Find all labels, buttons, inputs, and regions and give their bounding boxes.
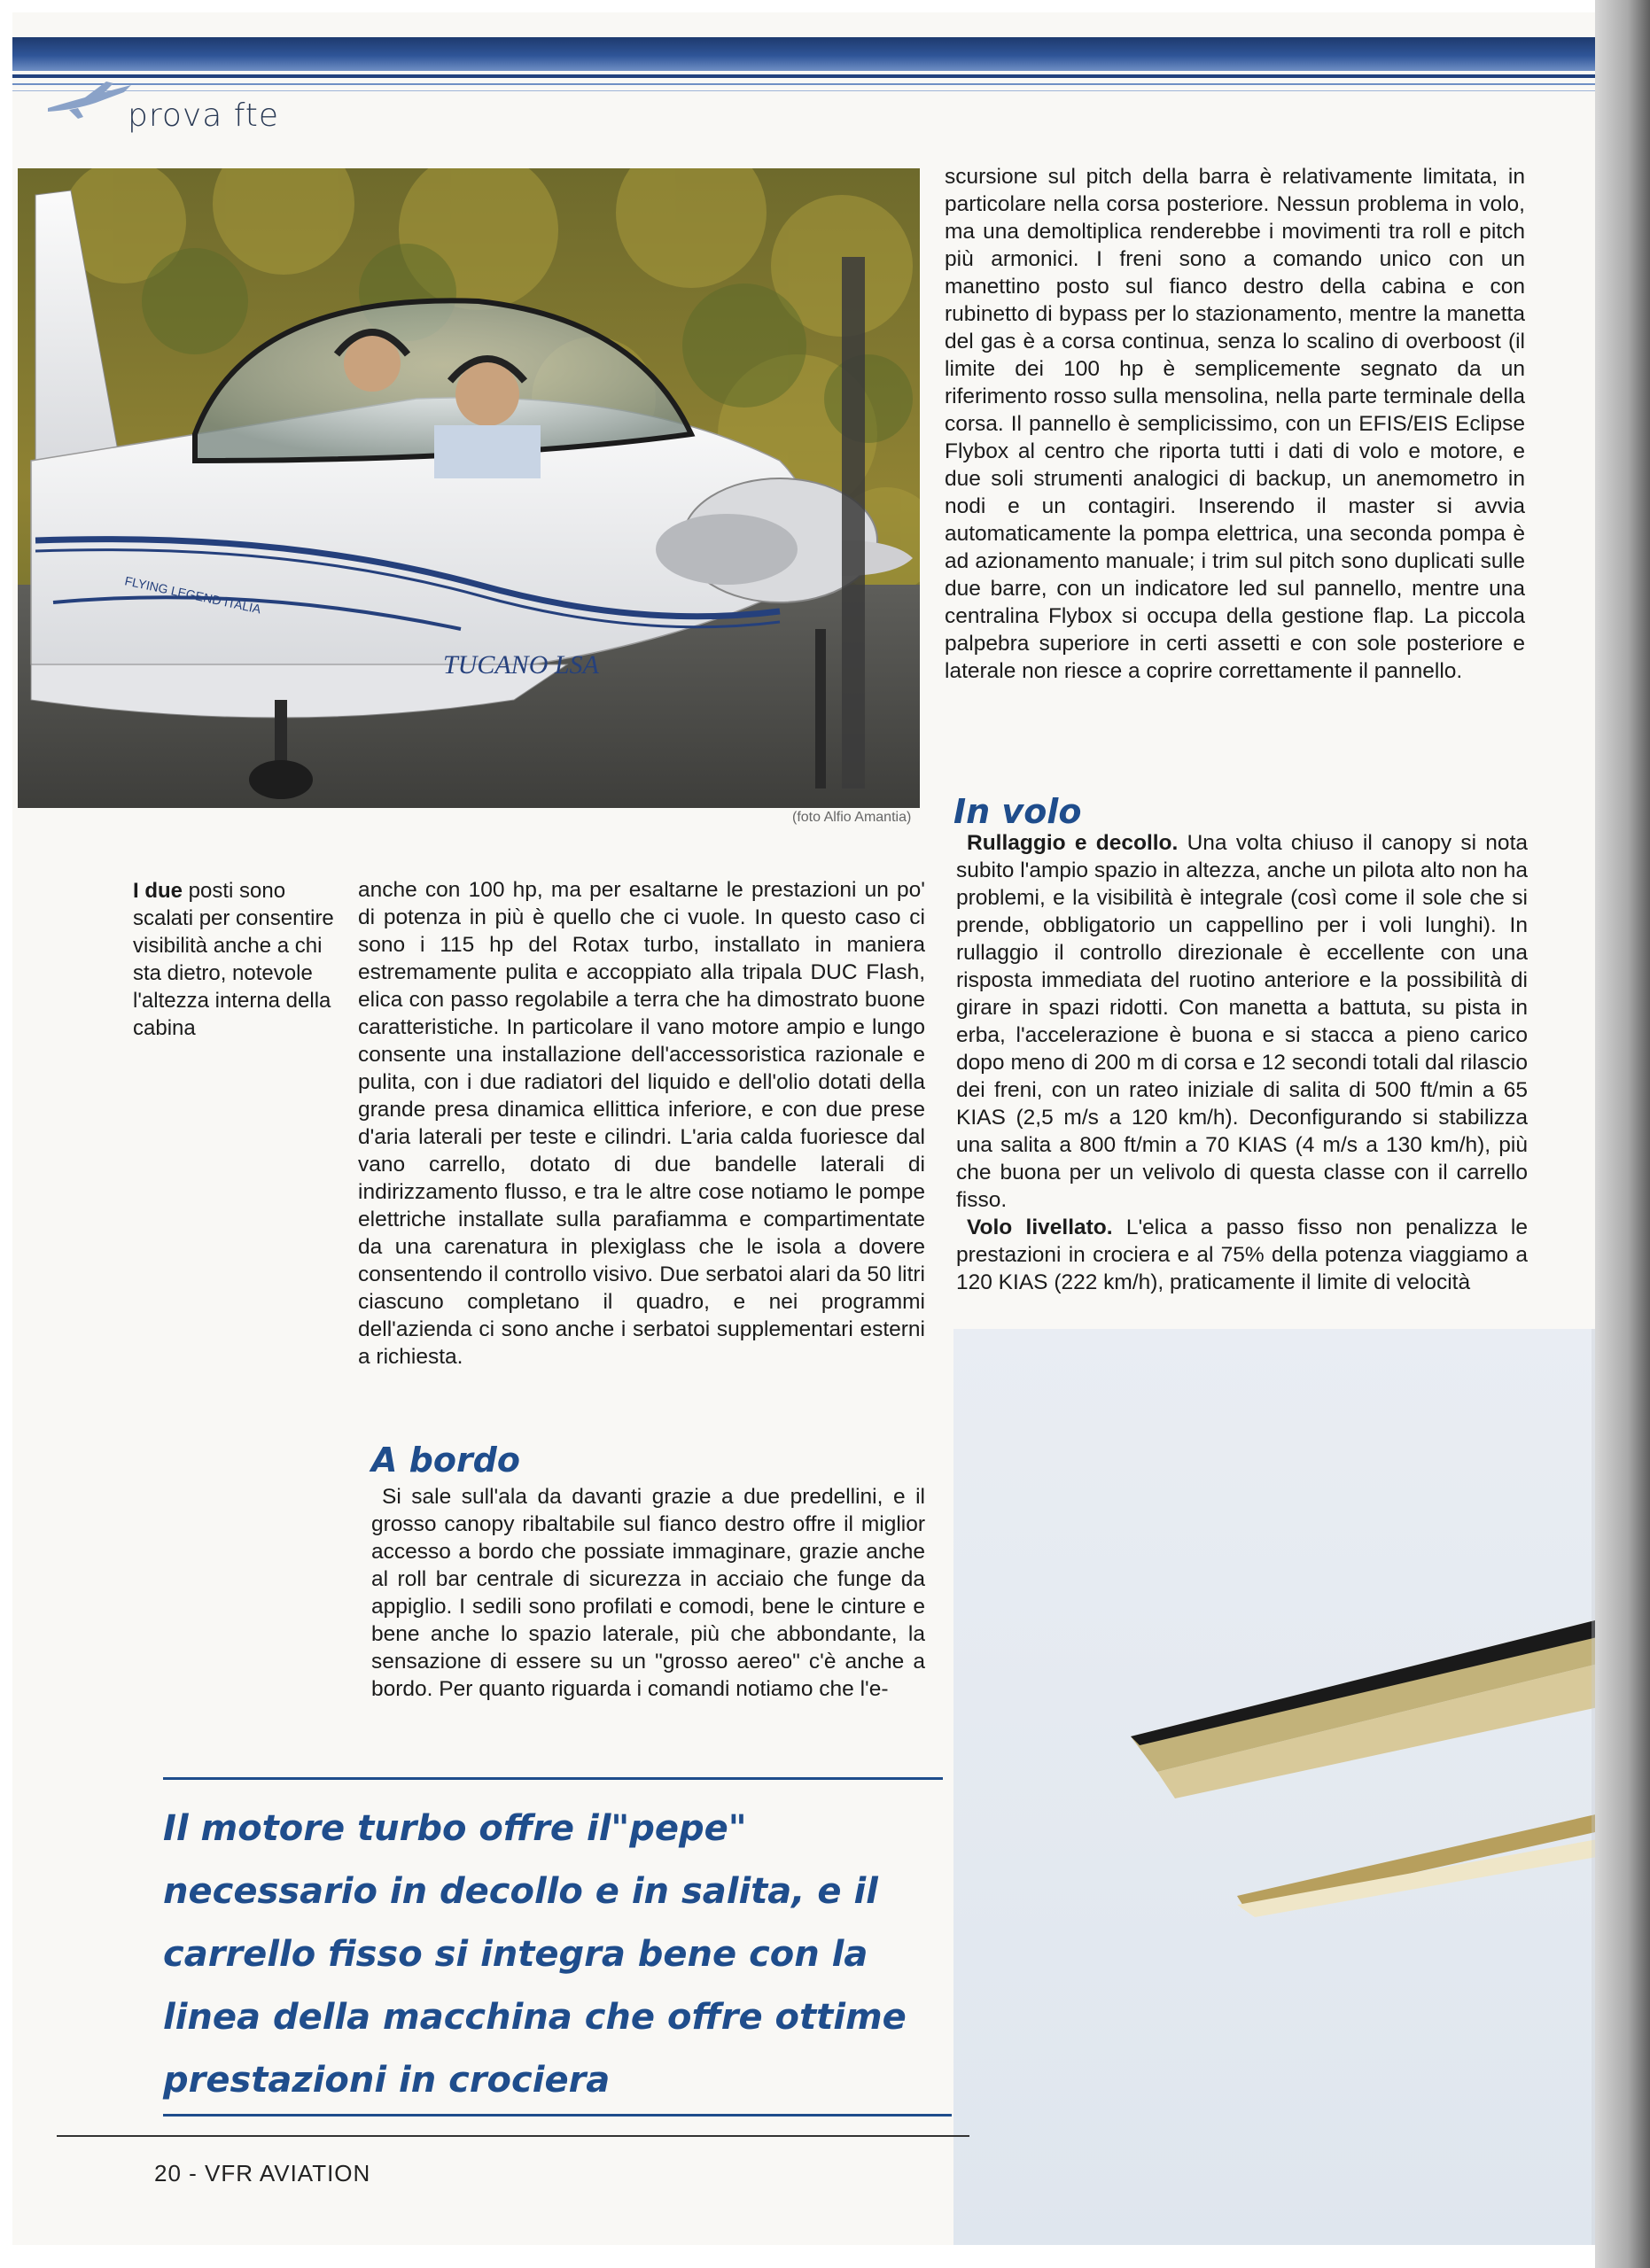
body-column-in-volo (956, 829, 1528, 1296)
header-band (12, 37, 1616, 71)
heading-in-volo: In volo (953, 792, 1082, 831)
body-paragraph (956, 829, 1528, 1214)
header-rule-hairline (12, 90, 1616, 91)
body-paragraph: Si sale sull'ala da davanti grazie a due predellini, e il grosso canopy ribaltabile sul fianco destro offre il miglior accesso a bordo che possiate immaginare, grazie anche al roll bar centrale di sicurezza in acciaio che funge da appiglio. I sedili sono profilati e comodi, bene le cinture e bene anche lo spazio laterale, più che abbondante, la sensazione di essere su un "grosso aereo" c'è anche a bordo. Per quanto riguarda i comandi notiamo che l'e- (371, 1485, 925, 1701)
body-paragraph: scursione sul pitch della barra è relativamente limitata, in particolare nella corsa posteriore. Nessun problema in volo, ma una demoltiplica renderebbe i movimenti tra roll e pitch più armonici. I freni sono a comando unico con un manettino posto sul fianco destro della cabina e con rubinetto di bypass per lo stazionamento, mentre la manetta del gas è a corsa continua, senza lo scalino di overboost (il limite dei 100 hp è semplicemente segnato da un riferimento rosso sulla mensolina, nella parte terminale della corsa. Il pannello è semplicissimo, con un EFIS/EIS Eclipse Flybox al centro che riporta tutti i dati di volo e motore, e due soli strumenti analogici di backup, un anemometro in nodi e un contagiri. Inserendo il master si avvia automaticamente la pompa elettrica, una seconda pompa è ad azionamento manuale; i trim sul pitch sono duplicati sulle due barre, con un indicatore led sul pannello, mentre una centralina Flybox si occupa della gestione flap. La piccola palpebra superiore in certi assetti e con sole posteriore e laterale non riesce a coprire correttamente il pannello. (945, 165, 1525, 683)
binding-shadow (1595, 0, 1650, 2268)
in-flight-photo (953, 1329, 1616, 2245)
photo-credit: (foto Alfio Amantia) (792, 810, 912, 825)
quote-rule-bottom (163, 2114, 952, 2117)
fuselage-lettering-small: FLYING LEGEND ITALIA (123, 573, 262, 617)
body-column-right (945, 163, 1525, 685)
pull-quote: Il motore turbo offre il"pepe" necessario in decollo e in salita, e il carrello fisso si integra bene con la linea della macchina che offre ottime prestazioni in crociera (163, 1808, 907, 2101)
page-folio: 20 - VFR AVIATION (154, 2160, 371, 2186)
body-column-a-bordo (371, 1483, 925, 1703)
paragraph-text: L'elica a passo fisso non penalizza le prestazioni in crociera e al 75% della potenza viaggiamo a 120 KIAS (222 km/h), praticamente il limite di velocità (956, 1216, 1528, 1294)
aircraft-photo (18, 168, 920, 808)
header-rule (12, 74, 1616, 78)
section-title: prova fte (128, 97, 279, 134)
caption-lead: I due (133, 879, 183, 903)
body-paragraph (956, 1214, 1528, 1296)
body-column-1 (358, 876, 925, 1371)
header-rule-thin (12, 83, 1616, 85)
run-in-heading: Rullaggio e decollo. (967, 831, 1179, 855)
footer-rule (57, 2135, 969, 2137)
body-paragraph: anche con 100 hp, ma per esaltarne le prestazioni un po' di potenza in più è quello che ci vuole. In questo caso ci sono i 115 hp del Rotax turbo, installato in maniera estremamente pulita e accoppiato alla tripala DUC Flash, elica con passo regolabile a terra che ha dimostrato buone caratteristiche. In particolare il vano motore ampio e lungo consente una installazione dell'accessoristica razionale e pulita, con i due radiatori del liquido e dell'olio dotati della grande presa dinamica ellittica inferiore, e con due prese d'aria laterali per teste e cilindri. L'aria calda fuoriesce dal vano carrello, dotato di due bandelle laterali di indirizzamento flusso, e tra le altre cose notiamo le pompe elettriche installate sulla parafiamma e compartimentate da una carenatura in plexiglass che le isola a dovere consentendo il controllo visivo. Due serbatoi alari da 50 litri ciascuno completano il quadro, e nei programmi dell'azienda ci sono anche i serbatoi supplementari esterni a richiesta. (358, 878, 925, 1369)
magazine-page (12, 12, 1616, 2245)
heading-a-bordo: A bordo (371, 1441, 520, 1480)
quote-rule-top (163, 1777, 943, 1780)
caption-text: posti sono scalati per consentire visibilità anche a chi sta dietro, notevole l'altezza interna della cabina (133, 879, 334, 1040)
run-in-heading: Volo livellato. (967, 1216, 1113, 1239)
fuselage-lettering: TUCANO LSA (443, 650, 599, 680)
photo-caption (133, 877, 350, 1042)
paragraph-text: Una volta chiuso il canopy si nota subito l'ampio spazio in altezza, anche un pilota alto non ha problemi, e la visibilità è integrale (così come il sole che si prende, obbligatorio un cappellino per i voli lunghi). In rullaggio il controllo direzionale è eccellente con una risposta immediata del ruotino anteriore e la possibilità di girare in spazi ridotti. Con manetta a battuta, su pista in erba, l'accelerazione è buona e si stacca a pieno carico dopo meno di 200 m di corsa e 12 secondi totali dal rilascio dei freni, con un rateo iniziale di salita di 500 ft/min a 65 KIAS (2,5 m/s a 120 km/h). Deconfigurando si stabilizza una salita a 800 ft/min a 70 KIAS (4 m/s a 130 km/h), più che buona per un velivolo di questa classe con il carrello fisso. (956, 831, 1528, 1212)
